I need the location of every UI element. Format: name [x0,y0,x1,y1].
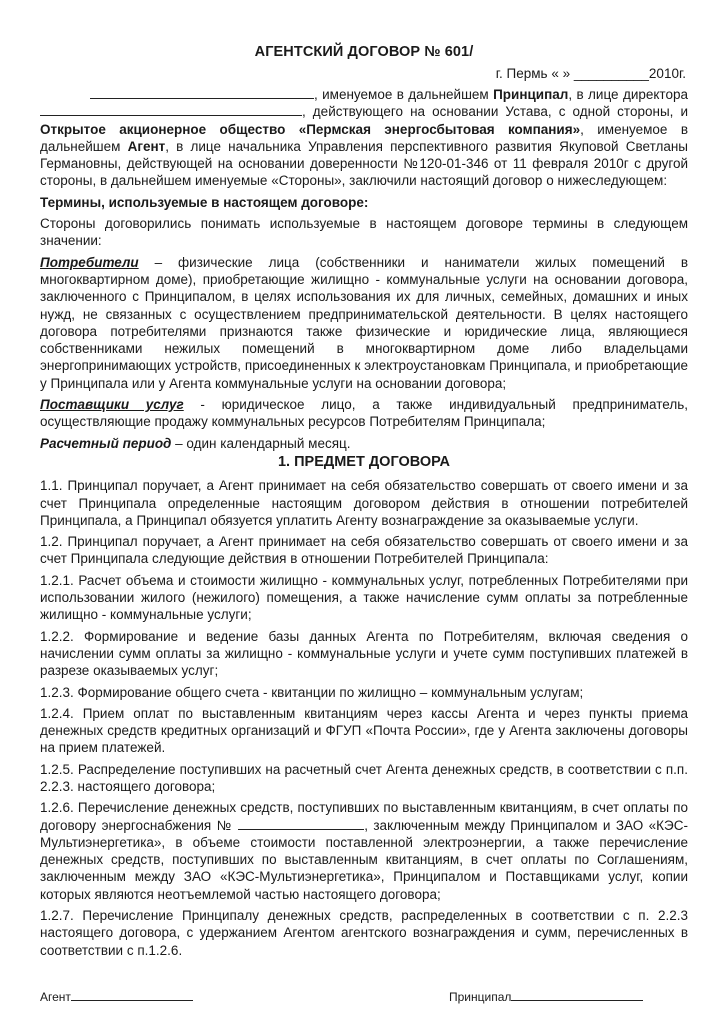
agent-signature-label: Агент [40,990,71,1004]
principal-signature [449,990,643,1004]
principal-term: Принципал [493,87,569,102]
contract-number-blank [238,817,364,830]
term-suppliers [40,396,688,431]
preamble-text: , именуемое в дальнейшем [314,87,494,102]
clause-text: 1.2.6. Перечисление денежных средств, поступивших по выставленным квитанциям, в счет оплаты по договору энергоснабжения № [40,800,688,833]
preamble-text: , в лице начальника Управления перспективного развития Якуповой Светланы Германовны, действующей на основании доверенности №120-01-346 от 11 февраля 2010г с другой стороны, в дальнейшем именуемые «Стороны», заключили настоящий договор о нижеследующем: [40,138,688,189]
clause-1-1: 1.1. Принципал поручает, а Агент принимает на себя обязательство совершать от своего имени и за счет Принципала определенные настоящим договором действия в отношении потребителей Принципала, а Принципал обязуется уплатить Агенту вознаграждение за оказываемые услуги. [40,478,688,528]
director-name-blank [40,103,302,116]
clause-1-2-3: 1.2.3. Формирование общего счета - квитанции по жилищно – коммунальным услугам; [40,684,584,700]
term-definition: – один календарный месяц. [171,435,351,451]
preamble-text: , в лице директора [568,87,688,102]
term-consumers [40,254,688,392]
terms-heading: Термины, используемые в настоящем договоре: [40,194,369,210]
term-definition: – физические лица (собственники и наниматели жилых помещений в многоквартирном доме), приобретающие жилищно - коммунальные услуги на основании договора, заключенного с Принципалом, в целях использования их для личных, семейных, домашних и иных нужд, не связанных с осуществлением предпринимательской деятельности. В целях настоящего договора потребителями признаются также физические и юридические лица, являющиеся собственниками нежилых помещений в многоквартирном доме либо владельцами энергопринимающих устройств, присоединенных к электроустановкам Принципала, и приобретающие у Принципала или у Агента коммунальные услуги на основании договора; [40,254,688,391]
document-body [40,86,688,963]
principal-signature-line [511,990,643,1001]
term-label: Потребители [40,254,139,270]
document-title: АГЕНТСКИЙ ДОГОВОР № 601/ [254,44,474,60]
principal-name-blank [90,86,314,99]
clause-1-2: 1.2. Принципал поручает, а Агент принимает на себя обязательство совершать от своего имени и за счет Принципала следующие действия в отношении Потребителей Принципала: [40,534,688,567]
preamble-text: , именуемое в дальнейшем [40,121,688,154]
clause-text: , заключенным между Принципалом и ЗАО «КЭС-Мультиэнергетика», в объеме стоимости поставленной электроэнергии, а также перечисление денежных средств, поступивших по выставленным квитанциям, в счет оплаты по Соглашениям, заключенным между ЗАО «КЭС-Мультиэнергетика», Принципалом и Поставщиками услуг, копии которых являются неотъемлемой частью настоящего договора; [40,817,688,902]
city-date-line: г. Пермь « » __________2010г. [495,66,686,81]
clause-1-2-5: 1.2.5. Распределение поступивших на расчетный счет Агента денежных средств, в соответствии с п.п. 2.2.3. настоящего договора; [40,761,688,794]
clause-1-2-1: 1.2.1. Расчет объема и стоимости жилищно - коммунальных услуг, потребленных Потребителями при использовании жилого (нежилого) помещения, а также начисление сумм оплаты за потребленные жилищно - коммунальные услуги; [40,572,688,623]
clause-1-2-6 [40,799,688,903]
agent-signature-line [71,990,193,1001]
clause-1-2-2: 1.2.2. Формирование и ведение базы данных Агента по Потребителям, включая сведения о начислении сумм оплаты за жилищно - коммунальные услуги и учете сумм поступивших платежей в разрезе оказываемых услуг; [40,628,688,679]
term-definition: - юридическое лицо, а также индивидуальный предприниматель, осуществляющие продажу коммунальных ресурсов Потребителям Принципала; [40,397,688,430]
section-heading: 1. ПРЕДМЕТ ДОГОВОРА [277,453,451,470]
principal-signature-label: Принципал [449,990,512,1004]
agent-company-name: Открытое акционерное общество «Пермская энергосбытовая компания» [40,121,581,137]
agent-term: Агент [127,138,166,154]
clause-1-2-4: 1.2.4. Прием оплат по выставленным квитанциям через кассы Агента и через пункты приема денежных средств кредитных организаций и ФГУП «Почта России», где у Агента заключены договоры на прием платежей. [40,705,688,756]
terms-intro: Стороны договорились понимать используемые в настоящем договоре термины в следующем значении: [40,216,688,249]
preamble-text: , действующего на основании Устава, с одной стороны, и [302,104,688,120]
clause-1-2-7: 1.2.7. Перечисление Принципалу денежных средств, распределенных в соответствии с п. 2.2.3 настоящего договора, с удержанием Агентом агентского вознаграждения и сумм, перечисленных в соответствии с п.1.2.6. [40,908,688,958]
term-label: Поставщики услуг [40,397,184,413]
preamble [40,86,688,190]
term-period [40,435,688,452]
term-label: Расчетный период [40,435,172,451]
agent-signature [40,990,193,1004]
